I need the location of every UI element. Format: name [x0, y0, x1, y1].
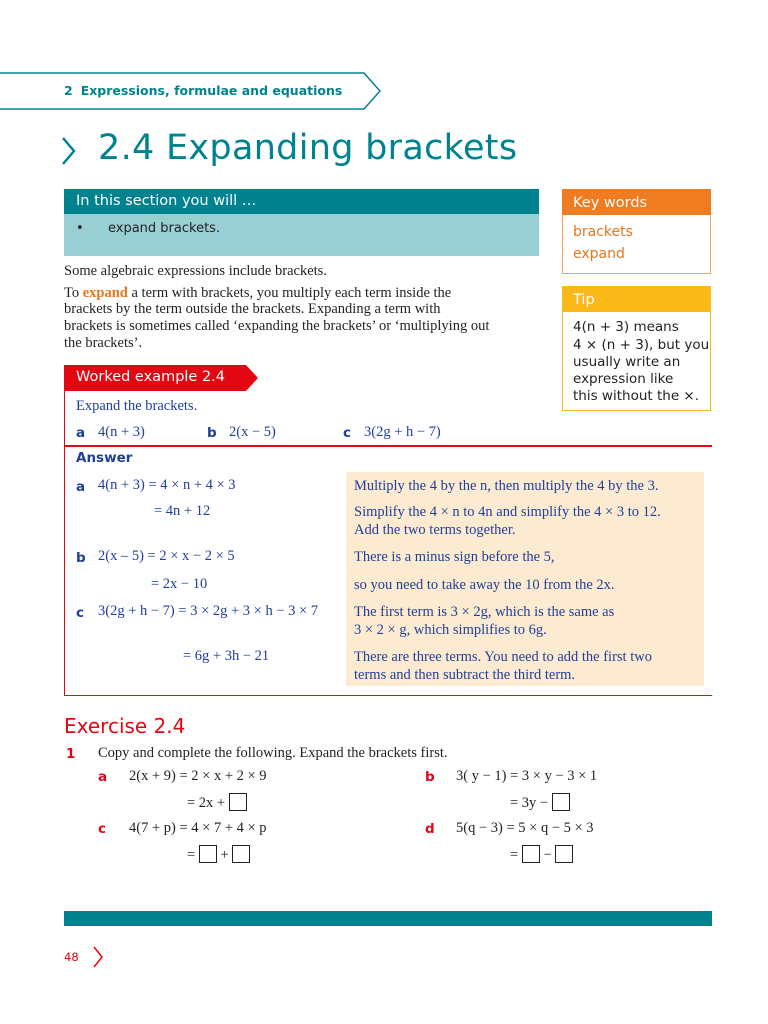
intro-text: a term with brackets, you multiply each term inside the: [127, 285, 452, 301]
exercise-line: 5(q − 3) = 5 × q − 5 × 3: [456, 820, 594, 836]
exercise-title: Exercise 2.4: [64, 714, 186, 738]
part-letter: c: [98, 821, 107, 837]
question-text: Copy and complete the following. Expand the brackets first.: [98, 745, 448, 761]
part-expression: 2(x − 5): [229, 424, 276, 440]
working-line: = 4n + 12: [154, 503, 211, 519]
note: Multiply the 4 by the n, then multiply the 4 by the 3.: [354, 478, 659, 494]
part-expression: 4(n + 3): [98, 424, 145, 440]
note: Add the two terms together.: [354, 522, 516, 538]
note: There are three terms. You need to add the first two: [354, 649, 652, 665]
part-expression: 3(2g + h − 7): [364, 424, 441, 440]
answer-letter: b: [76, 550, 86, 566]
exercise-text: +: [220, 847, 229, 863]
key-word-expand[interactable]: expand: [573, 246, 625, 262]
answer-blank[interactable]: [552, 793, 570, 811]
exercise-line: [187, 845, 250, 864]
answer-blank[interactable]: [199, 845, 217, 863]
chevron-right-icon: [90, 945, 106, 969]
note: so you need to take away the 10 from the 2x.: [354, 577, 615, 593]
tip-line: 4 × (n + 3), but you: [573, 337, 710, 353]
bullet-icon: •: [76, 221, 84, 236]
exercise-text: = 2x +: [187, 795, 226, 811]
answer-blank[interactable]: [229, 793, 247, 811]
page-title: [98, 128, 517, 168]
part-letter: b: [425, 769, 435, 785]
note: Simplify the 4 × n to 4n and simplify the 4 × 3 to 12.: [354, 504, 661, 520]
working-line: 2(x – 5) = 2 × x − 2 × 5: [98, 548, 235, 564]
page-number: 48: [64, 950, 79, 964]
footer-bar: [64, 911, 712, 926]
tip-heading: Tip: [573, 292, 595, 308]
answer-blank[interactable]: [232, 845, 250, 863]
answer-blank[interactable]: [522, 845, 540, 863]
intro-line: brackets is sometimes called ‘expanding the brackets’ or ‘multiplying out: [64, 318, 490, 334]
worked-example-label: Worked example 2.4: [76, 369, 226, 385]
exercise-text: = 3y −: [510, 795, 549, 811]
exercise-line: [510, 845, 573, 864]
intro-line: Some algebraic expressions include brackets.: [64, 263, 327, 279]
note: There is a minus sign before the 5,: [354, 549, 555, 565]
exercise-line: 3( y − 1) = 3 × y − 3 × 1: [456, 768, 598, 784]
part-letter: a: [76, 425, 86, 441]
note: terms and then subtract the third term.: [354, 667, 576, 683]
chapter-label: [64, 83, 342, 98]
tip-line: this without the ×.: [573, 388, 700, 404]
exercise-line: [510, 793, 570, 812]
key-words-heading: Key words: [573, 195, 648, 211]
key-words-header: [562, 189, 711, 215]
intro-text: To: [64, 285, 83, 301]
exercise-line: [187, 793, 247, 812]
answer-letter: a: [76, 479, 86, 495]
tip-line: 4(n + 3) means: [573, 319, 679, 335]
working-line: = 2x − 10: [151, 576, 208, 592]
exercise-line: 2(x + 9) = 2 × x + 2 × 9: [129, 768, 267, 784]
keyword-expand-inline: expand: [82, 285, 128, 301]
intro-line: [64, 285, 451, 302]
section-number: 2.4: [98, 128, 155, 168]
working-line: 3(2g + h − 7) = 3 × 2g + 3 × h − 3 × 7: [98, 603, 319, 619]
answer-letter: c: [76, 605, 85, 621]
exercise-text: −: [543, 847, 552, 863]
chevron-right-icon: [60, 134, 78, 168]
worked-example-instruction: Expand the brackets.: [76, 398, 198, 414]
answer-blank[interactable]: [555, 845, 573, 863]
tip-line: usually write an: [573, 354, 681, 370]
part-letter: c: [343, 425, 352, 441]
in-this-section-header: [64, 189, 539, 214]
tip-header: [562, 286, 711, 312]
chapter-number: 2: [64, 83, 73, 98]
part-letter: a: [98, 769, 108, 785]
part-letter: d: [425, 821, 435, 837]
exercise-text: =: [187, 847, 196, 863]
section-title: Expanding brackets: [166, 128, 518, 168]
objective-item: expand brackets.: [108, 221, 221, 236]
intro-line: the brackets’.: [64, 335, 143, 351]
note: The first term is 3 × 2g, which is the same as: [354, 604, 615, 620]
working-line: 4(n + 3) = 4 × n + 4 × 3: [98, 477, 236, 493]
question-number: 1: [66, 746, 76, 762]
divider: [64, 445, 712, 447]
exercise-line: 4(7 + p) = 4 × 7 + 4 × p: [129, 820, 267, 836]
answer-label: Answer: [76, 450, 133, 466]
exercise-text: =: [510, 847, 519, 863]
in-this-section-heading: In this section you will …: [76, 193, 257, 209]
chapter-title: Expressions, formulae and equations: [80, 83, 343, 98]
intro-line: brackets by the term outside the brackets. Expanding a term with: [64, 301, 441, 317]
key-word-brackets[interactable]: brackets: [573, 224, 633, 240]
note: 3 × 2 × g, which simplifies to 6g.: [354, 622, 547, 638]
part-letter: b: [207, 425, 217, 441]
tip-line: expression like: [573, 371, 674, 387]
working-line: = 6g + 3h − 21: [183, 648, 270, 664]
